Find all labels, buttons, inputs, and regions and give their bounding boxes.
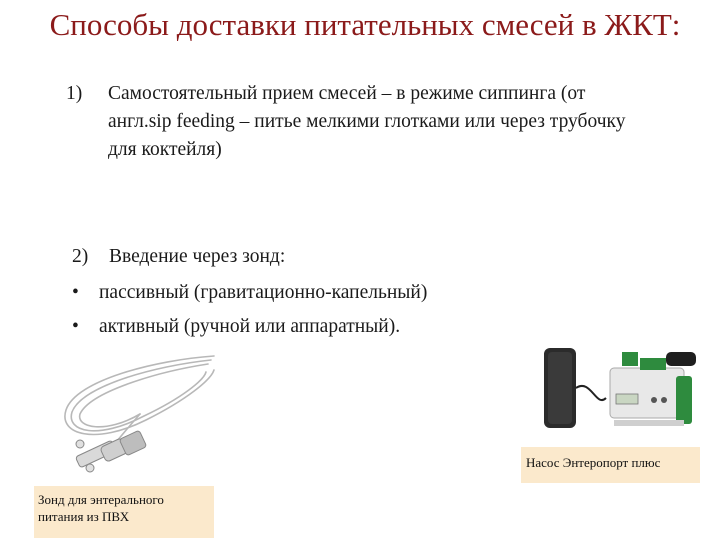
bullet-marker: • [72,282,79,303]
item-number: 1) [66,83,83,104]
enteral-pump-image [536,338,706,443]
pump-caption: Насос Энтеропорт плюс [521,447,700,483]
slide-title: Способы доставки питательных смесей в ЖКТ: [49,7,681,42]
bullet-text: пассивный (гравитационно-капельный) [99,282,428,303]
bullet-marker: • [72,316,79,337]
item-text: Введение через зонд: [109,246,286,267]
item-number: 2) [72,246,89,267]
item-text: Самостоятельный прием смесей – в режиме сиппинга (от англ.sip feeding – питье мелкими глотками или через трубочку для коктейля) [108,83,626,160]
bullet-text: активный (ручной или аппаратный). [99,316,401,337]
tube-caption: Зонд для энтерального питания из ПВХ [34,486,214,538]
feeding-tube-image [36,350,226,486]
